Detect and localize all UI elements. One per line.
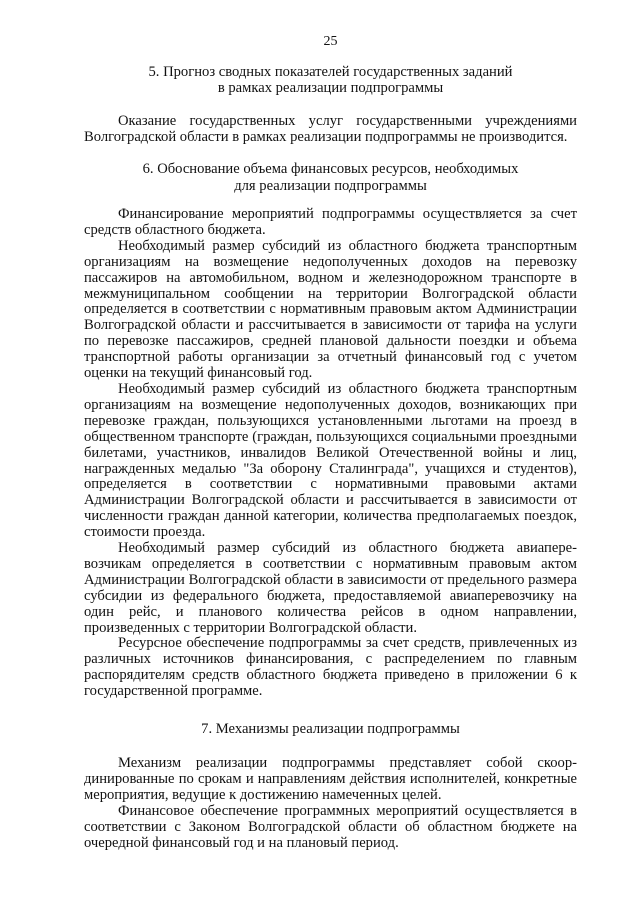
section-6-paragraph-5: Ресурсное обеспечение подпрограммы за счет средств, привлеченных из различных источников финансирования, с распределением по главным распорядителям средств областного бюджета приведено в приложении 6 к государственной программе. <box>84 635 577 700</box>
section-5-heading-line-2: в рамках реализации подпрограммы <box>217 80 444 97</box>
section-5-paragraph-1: Оказание государственных услуг государственными учреждениями Волгоградской области в рамках реализации подпрограммы не производится. <box>84 112 577 145</box>
section-6-heading <box>84 161 577 194</box>
section-7-paragraph-1: Механизм реализации подпрограммы представляет собой скоординированные по срокам и направлениям действия исполнителей, конкретные мероприятия, ведущие к достижению намеченных целей. <box>84 755 577 804</box>
section-5-heading <box>84 64 577 97</box>
section-7-heading-line-1: 7. Механизмы реализации подпрограммы <box>201 721 460 738</box>
section-7-paragraph-2: Финансовое обеспечение программных мероприятий осуществляется в соответствии с Законом Волгоградской области об областном бюджете на очередной финансовый год и на плановый период. <box>84 803 577 851</box>
section-6-paragraph-1: Финансирование мероприятий подпрограммы осуществляется за счет средств областного бюджета. <box>84 206 577 238</box>
section-6-paragraph-2: Необходимый размер субсидий из областного бюджета транспортным организациям на возмещение недополученных доходов на перевозку пассажиров на автомобильном, водном и железнодорожном транспорте в межмуниципальном сообщении на территории Волгоградской области определяется в соответствии с нормативным правовым актом Администрации Волгоградской области и рассчитывается в зависимости от тарифа на услуги по перевозке пассажиров, средней плановой дальности поездки и объема транспортной работы организации за отчетный финансовый год с учетом оценки на текущий финансовый год. <box>84 237 577 382</box>
section-6-heading-line-2: для реализации подпрограммы <box>234 177 427 194</box>
section-6-paragraph-3: Необходимый размер субсидий из областного бюджета транспортным организациям на возмещение недополученных доходов, возникающих при перевозке граждан, пользующихся установленными льготами на проезд в общественном транспорте (граждан, пользующихся социальными проездными билетами, участников, инвалидов Великой Отечественной войны и лиц, награжденных медалью "За оборону Сталинграда", учащихся и студентов), определяется в соответствии с нормативными правовыми актами Администрации Волгоградской области и рассчитывается в зависимости от численности граждан данной категории, количества предполагаемых поездок, стоимости проезда. <box>84 380 577 541</box>
section-6-heading-line-1: 6. Обоснование объема финансовых ресурсов, необходимых <box>142 161 519 178</box>
section-6-paragraph-4: Необходимый размер субсидий из областного бюджета авиаперевозчикам определяется в соответствии с нормативным правовым актом Администрации Волгоградской области в зависимости от предельного размера субсидии из федерального бюджета, предоставляемой авиаперевозчику на один рейс, и планового количества рейсов в одном направлении, произведенных с территории Волгоградской области. <box>84 540 577 636</box>
section-5-heading-line-1: 5. Прогноз сводных показателей государственных заданий <box>148 64 513 80</box>
section-7-heading <box>84 721 577 737</box>
page-number: 25 <box>323 34 338 49</box>
